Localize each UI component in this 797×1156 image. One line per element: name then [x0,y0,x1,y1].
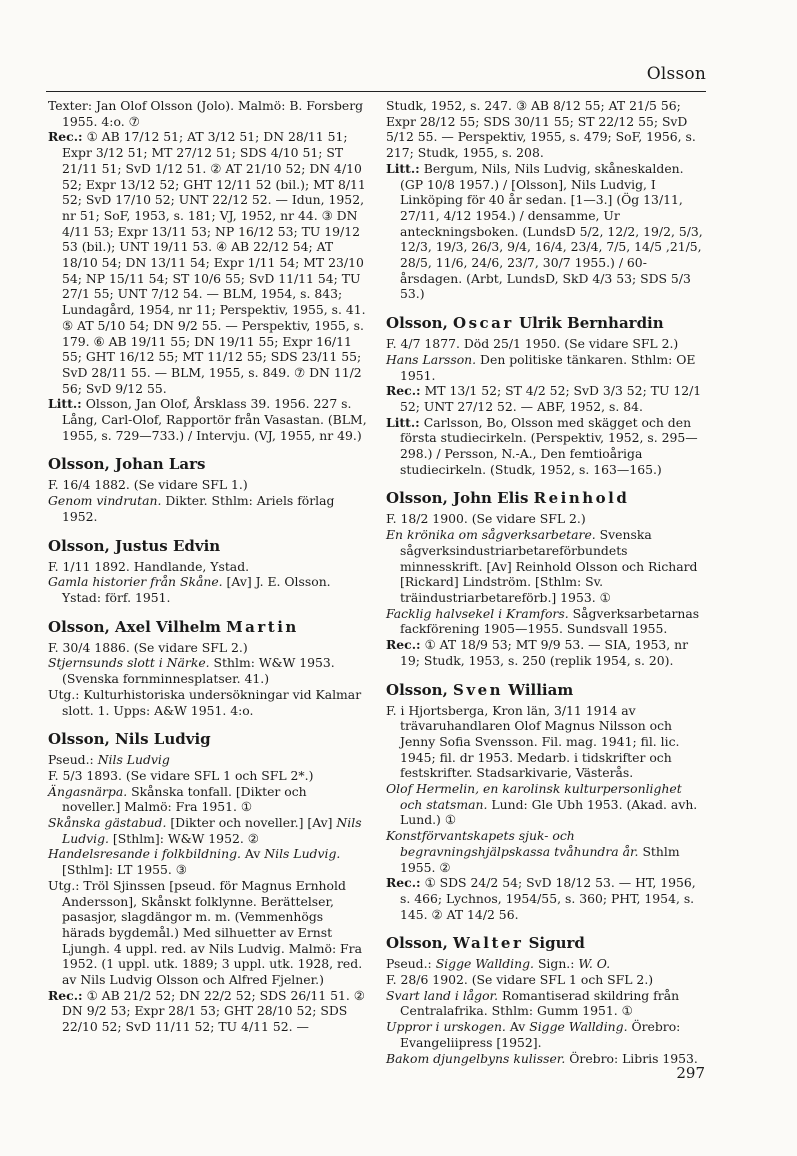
rec-text: ① AT 18/9 53; MT 9/9 53. — SIA, 1953, nr 19; Studk, 1953, s. 250 (replik 1954, s. 20). [400,637,689,668]
sign-name: W. O. [578,956,611,972]
work-author: Sigge Wallding. [529,1019,628,1035]
entry-title-justus-edvin: Olsson, Justus Edvin [48,536,221,555]
nils-ludvig-rec-start [48,988,368,1035]
john-reinhold-born: F. 18/2 1900. (Se vidare SFL 2.) [386,511,586,527]
work-rest: [Av] J. E. Olsson. Ystad: förf. 1951. [62,574,331,605]
work-rest: [Dikter och noveller.] [Av] [166,815,337,831]
work-title: Ängasnärpa. [48,783,128,799]
work-title: Gamla historier från Skåne. [48,574,223,590]
running-head: Olsson [646,64,706,84]
rec-text: ① AB 21/2 52; DN 22/2 52; SDS 26/11 51. ② DN 9/2 53; Expr 28/1 53; GHT 28/10 52; SDS 22/10 52; SvD 11/11 52; TU 4/11 52. — [62,987,365,1035]
litt-label: Litt.: [386,414,420,430]
sven-william-work-2 [386,828,706,875]
work-title: Konstförvantskapets sjuk- och begravningshjälpskassa tvåhundra år. [386,828,639,859]
rec-text: ① SDS 24/2 54; SvD 18/12 53. — HT, 1956, s. 466; Lychnos, 1954/55, s. 360; PHT, 1954, s. 145. ② AT 14/2 56. [400,875,696,922]
sven-william-work-1 [386,781,706,828]
rec-label: Rec.: [48,129,83,145]
work-title: Bakom djungelbyns kulisser. [386,1050,566,1066]
entry-title-walter-sigurd [386,935,706,952]
nils-ludvig-rec-cont: Studk, 1952, s. 247. ③ AB 8/12 55; AT 21/5 56; Expr 28/12 55; SDS 30/11 55; ST 22/12 55; SvD 5/12 55. — Perspektiv, 1955, s. 479; SoF, 1956, s. 217; Studk, 1955, s. 208. [386,98,696,161]
axel-martin-work [48,655,368,686]
nils-ludvig-born: F. 5/3 1893. (Se vidare SFL 1 och SFL 2*.) [48,767,314,783]
oscar-ulrik-work [386,352,706,383]
work-title: Skånska gästabud. [48,815,167,831]
work-end: Örebro: Evangeliipress [1952]. [400,1019,681,1050]
pseud-label: Pseud.: [48,752,94,768]
axel-martin-utg: Utg.: Kulturhistoriska undersökningar vid Kalmar slott. 1. Upps: A&W 1951. 4:o. [48,686,362,718]
work-end: [Sthlm]: W&W 1952. ② [108,830,259,846]
sven-william-bio: F. i Hjortsberga, Kron län, 3/11 1914 av trävaruhandlaren Olof Magnus Nilsson och Jenny Sofia Svensson. Fil. mag. 1941; fil. lic. 1945; fil. dr 1953. Medarb. i tidskrifter och festskrifter. Stadsarkivarie, Västerås. [386,702,680,781]
work-rest: Av [240,846,265,862]
entry-title-nils-ludvig: Olsson, Nils Ludvig [48,730,211,749]
axel-martin-born: F. 30/4 1886. (Se vidare SFL 2.) [48,639,248,655]
left-column [48,98,368,1035]
johan-lars-work [48,493,368,524]
name-suffix: Ulrik Bernhardin [513,314,664,333]
work-author: Nils Ludvig. [62,815,362,846]
work-author: Hans Larsson. [386,351,477,367]
walter-sigurd-work-2 [386,1019,706,1050]
name-spaced: Sven [453,680,504,699]
nils-ludvig-pseud [48,752,368,768]
litt-text: Olsson, Jan Olof, Årsklass 39. 1956. 227 s. Lång, Carl-Olof, Rapportör från Vasastan. (BLM, 1955, s. 729—733.) / Intervju. (VJ, 1955, nr 49.) [62,396,367,443]
name-prefix: Olsson, [386,314,454,333]
walter-sigurd-pseud [386,956,706,972]
work-title: En krönika om sågverksarbetare. [386,527,596,543]
sign-label: Sign.: [534,956,579,972]
rec-text: MT 13/1 52; ST 4/2 52; SvD 3/3 52; TU 12/1 52; UNT 27/12 52. — ABF, 1952, s. 84. [400,383,702,414]
work-title: Facklig halvsekel i Kramfors. [386,605,569,621]
pseud-label: Pseud.: [386,956,432,972]
work-rest: Örebro: Libris 1953. [565,1050,698,1066]
work-rest: Lund: Gle Ubh 1953. (Akad. avh. Lund.) ① [400,796,698,828]
jan-olof-rec [48,129,368,396]
header-rule [46,91,706,92]
jan-olof-texter: Texter: Jan Olof Olsson (Jolo). Malmö: B. Forsberg 1955. 4:o. ⑦ [48,98,364,129]
walter-sigurd-work-3 [386,1051,706,1067]
work-end: [Sthlm]: LT 1955. ③ [62,862,187,878]
nils-ludvig-work-3 [48,846,368,877]
john-reinhold-work-2 [386,606,706,637]
nils-ludvig-work-1 [48,784,368,815]
work-author: Nils Ludvig. [264,846,341,862]
work-title: Handelsresande i folkbildning. [48,846,241,862]
entry-title-oscar-ulrik [386,315,706,332]
walter-sigurd-born: F. 28/6 1902. (Se vidare SFL 1 och SFL 2.) [386,972,654,988]
litt-label: Litt.: [386,160,420,176]
entry-title-john-reinhold [386,490,706,507]
name-spaced: Walter [453,934,524,953]
work-rest: Svenska sågverksindustriarbetareförbundets minnesskrift. [Av] Reinhold Olsson och Richard [Rickard] Lindström. [Sthlm: Sv. träindustriarbetareförb.] 1953. ① [400,527,698,605]
jan-olof-litt [48,396,368,443]
oscar-ulrik-rec [386,383,706,414]
oscar-ulrik-born: F. 4/7 1877. Död 25/1 1950. (Se vidare SFL 2.) [386,336,679,352]
work-rest: Romantiserad skildring från Centralafrika. Sthlm: Gumm 1951. ① [400,987,680,1019]
rec-label: Rec.: [386,637,421,653]
work-rest: Dikter. Sthlm: Ariels förlag 1952. [62,493,335,524]
justus-edvin-born: F. 1/11 1892. Handlande, Ystad. [48,558,250,574]
nils-ludvig-work-2 [48,815,368,846]
work-title: Svart land i lågor. [386,987,499,1003]
page-number: 297 [676,1064,705,1082]
name-suffix: Sigurd [523,934,585,953]
nils-ludvig-litt [386,161,706,302]
name-spaced: Reinhold [533,489,630,508]
walter-sigurd-work-1 [386,988,706,1019]
name-prefix: Olsson, [386,934,454,953]
justus-edvin-work [48,574,368,605]
john-reinhold-rec [386,637,706,668]
pseud-name: Sigge Wallding. [435,956,534,972]
name-prefix: Olsson, Axel Vilhelm [48,617,227,636]
work-rest: Sågverksarbetarnas fackförening 1905—1955. Sundsvall 1955. [400,605,700,637]
rec-label: Rec.: [48,987,83,1003]
nils-ludvig-utg: Utg.: Tröl Sjinssen [pseud. för Magnus Ernhold Andersson], Skånskt folklynne. Berättelser, pasasjor, slagdängor m. m. (Vemmenhögs härads bygdemål.) Med silhuetter av Ernst Ljungh. 4 uppl. red. av Nils Ludvig. Malmö: Fra 1952. (1 uppl. utk. 1889; 3 uppl. utk. 1928, red. av Nils Ludvig Olsson och Alfred Fjelner.) [48,877,363,988]
name-prefix: Olsson, John Elis [386,489,534,508]
rec-text: ① AB 17/12 51; AT 3/12 51; DN 28/11 51; Expr 3/12 51; MT 27/12 51; SDS 4/10 51; ST 21/11 51; SvD 1/12 51. ② AT 21/10 52; DN 4/10 52; Expr 13/12 52; GHT 12/11 52 (bil.); MT 8/11 52; SvD 17/10 52; UNT 22/12 52. — Idun, 1952, nr 51; SoF, 1953, s. 181; VJ, 1952, nr 44. ③ DN 4/11 53; Expr 13/11 53; NP 16/12 53; TU 19/12 53 (bil.); UNT 19/11 53. ④ AB 22/12 54; AT 18/10 54; DN 13/11 54; Expr 1/11 54; MT 23/10 54; NP 15/11 54; ST 10/6 55; SvD 11/11 54; TU 27/1 55; UNT 7/12 54. — BLM, 1954, s. 843; Lundagård, 1954, nr 11; Perspektiv, 1955, s. 41. ⑤ AT 5/10 54; DN 9/2 55. — Perspektiv, 1955, s. 179. ⑥ AB 19/11 55; DN 19/11 55; Expr 16/11 55; GHT 16/12 55; MT 11/12 55; SDS 23/11 55; SvD 28/11 55. — BLM, 1955, s. 849. ⑦ DN 11/2 56; SvD 9/12 55. [62,129,366,396]
name-spaced: Oscar [453,314,514,333]
john-reinhold-work-1 [386,527,706,606]
right-column [386,98,706,1066]
pseud-name: Nils Ludvig [97,752,170,768]
oscar-ulrik-litt [386,415,706,478]
work-rest: Sthlm: W&W 1953. (Svenska fornminnesplatser. 41.) [62,655,335,687]
litt-label: Litt.: [48,396,82,412]
work-rest: Den politiske tänkaren. Sthlm: OE 1951. [400,351,696,383]
work-rest: Av [505,1019,530,1035]
entry-title-johan-lars: Olsson, Johan Lars [48,455,206,474]
work-title: Olof Hermelin, en karolinsk kulturpersonlighet och statsman. [386,781,682,812]
work-title: Stjernsunds slott i Närke. [48,655,210,671]
work-rest: Sthlm 1955. ② [400,843,680,875]
entry-title-axel-martin [48,619,368,636]
sven-william-rec [386,875,706,922]
work-title: Uppror i urskogen. [386,1019,506,1035]
name-suffix: William [503,680,574,699]
litt-text: Carlsson, Bo, Olsson med skägget och den första studiecirkeln. (Perspektiv, 1952, s. 295—298.) / Persson, N.-A., Den femtioåriga studiecirkeln. (Studk, 1952, s. 163—165.) [400,414,698,477]
rec-label: Rec.: [386,383,421,399]
name-spaced: Martin [226,617,299,636]
name-prefix: Olsson, [386,680,454,699]
work-title: Genom vindrutan. [48,493,162,509]
rec-label: Rec.: [386,875,421,891]
johan-lars-born: F. 16/4 1882. (Se vidare SFL 1.) [48,477,248,493]
entry-title-sven-william [386,682,706,699]
litt-text: Bergum, Nils, Nils Ludvig, skåneskalden. (GP 10/8 1957.) / [Olsson], Nils Ludvig, I Linköping för 40 år sedan. [1—3.] (Ög 13/11, 27/11, 4/12 1954.) / densamme, Ur anteckningsboken. (LundsD 5/2, 12/2, 19/2, 5/3, 12/3, 19/3, 26/3, 9/4, 16/4, 23/4, 7/5, 14/5 ,21/5, 28/5, 11/6, 24/6, 23/7, 30/7 1955.) / 60-årsdagen. (Arbt, LundsD, SkD 4/3 53; SDS 5/3 53.) [400,160,703,302]
work-rest: Skånska tonfall. [Dikter och noveller.] Malmö: Fra 1951. ① [62,783,307,815]
